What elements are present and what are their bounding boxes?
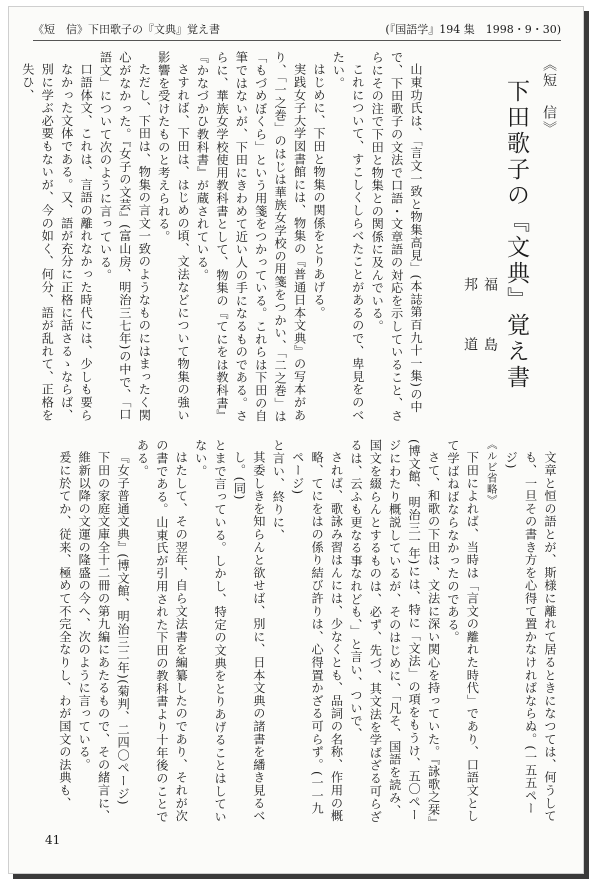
paragraph: 山東功氏は、「言文一致と物集高見」(本誌第百九十一集)の中で、下田歌子の文法で口語・文章語の対応を示していること、さらにその注で下田と物集との関係に及んでいる。 xyxy=(370,51,423,423)
lower-text-block xyxy=(43,439,559,823)
paragraph: 維新以降の文運の隆盛の今へ、次のように言っている。 xyxy=(77,451,92,772)
quote: されば、歌詠み習はんには、少なくとも、品詞の名称、作用の概略、てにをはの係り結び許りは、心得置かざる可らず。(一一九ページ) xyxy=(290,451,344,823)
paragraph: はたして、その翌年、自ら文法書を編纂したのであり、それが次の書である。山東氏が引用された下田の教科書より十年後のことである。 xyxy=(135,439,189,823)
ruby-note: 《ルビ省略》 xyxy=(485,439,498,506)
article-author: 福 島 邦 道 xyxy=(462,277,498,397)
header-right: (『国語学』194 集 1998・9・30) xyxy=(385,23,561,36)
paragraph: とまで言っている。しかし、特定の文典をとりあげることはしていない。 xyxy=(193,439,228,823)
article-title: 下田歌子の『文典』覚え書 xyxy=(503,79,529,391)
paragraph: と言い、終りに、 xyxy=(271,439,286,542)
quote: 爰に於てか、従来、極めて不完全なりし、わが国文の法典も、 xyxy=(57,451,72,810)
quote: 口語体文、これは、言語の離れなかった時代には、少しも要らなかった文体である。又、語が充分に正格に話さるゝならば、別に学ぶ必要もないが、今の如く、何分、語が乱れて、正格を失ひ、 xyxy=(20,63,94,422)
upper-body xyxy=(17,51,425,423)
article-kicker: 《短 信》 xyxy=(541,57,557,137)
header-rule xyxy=(33,40,561,41)
page-sheet xyxy=(8,6,584,874)
upper-text-block xyxy=(20,51,559,423)
paragraph: これについて、すこしくしらべたことがあるので、卑見をのべたい。 xyxy=(331,51,365,422)
quote: 其委しきを知らんと欲せば、別に、日本文典の諸書を繙き見るべし。(同) xyxy=(232,451,266,823)
paragraph: はじめに、下田と物集の関係をとりあげる。 xyxy=(311,63,326,320)
header-left: 《短 信》下田歌子の『文典』覚え書 xyxy=(33,23,220,36)
paragraph: 下田の家庭文庫全十二冊の第九編にあたるもので、その緒言に、 xyxy=(96,451,111,823)
book-citation: 『女子普通文典』(博文館、明治三二年)(菊判、二四〇ページ) xyxy=(116,451,131,806)
quote: 文章と恒の語とが、斯様に離れて居るときになつては、何うしても、一旦その書き方を心得て置かなければならぬ。(一五五ページ) xyxy=(504,451,557,823)
running-header xyxy=(33,21,561,39)
paragraph: 実践女子大学図書館には、物集の『普通日本文典』の写本があり、「一之巻」のはじは華族女学校の用箋をつかい、「二之巻」は「もづめぼくら」という用箋をつかっている。これらは下田の自筆ではないが、下田にきわめて近い人の手になるものである。さらに、華族女学校使用教科書として、物集の『てにをは教科書』『かなづかひ教科書』が蔵されている。 xyxy=(195,51,307,423)
page-number: 41 xyxy=(45,833,61,847)
paragraph: さて、和歌の下田は、文法に深い関心を持っていた。『詠歌之栞』(博文館、明治三一年)には、特に「文法」の項をもうけ、五〇ページにわたり概説しているが、そのはじめに、「凡そ、国語を読み、国文を綴らんとするものは、必ず、先づ、其文法を学ばざる可らざるは、云ふも更なる事なれども、」と言い、ついで、 xyxy=(348,439,441,823)
paragraph: ただし、下田は、物集の言文一致のようなものにはまったく関心がなかった。『女子の文芸』(富山房、明治三七年)の中で、「口語文」について次のように言っている。 xyxy=(98,51,152,422)
paragraph: 下田によれば、当時は「言文の離れた時代」であり、口語文として学ばねばならなかったのである。 xyxy=(445,439,480,823)
paragraph: さすれば、下田は、はじめの頃、文法などについて物集の強い影響を受けたものと考えられる。 xyxy=(156,51,191,422)
